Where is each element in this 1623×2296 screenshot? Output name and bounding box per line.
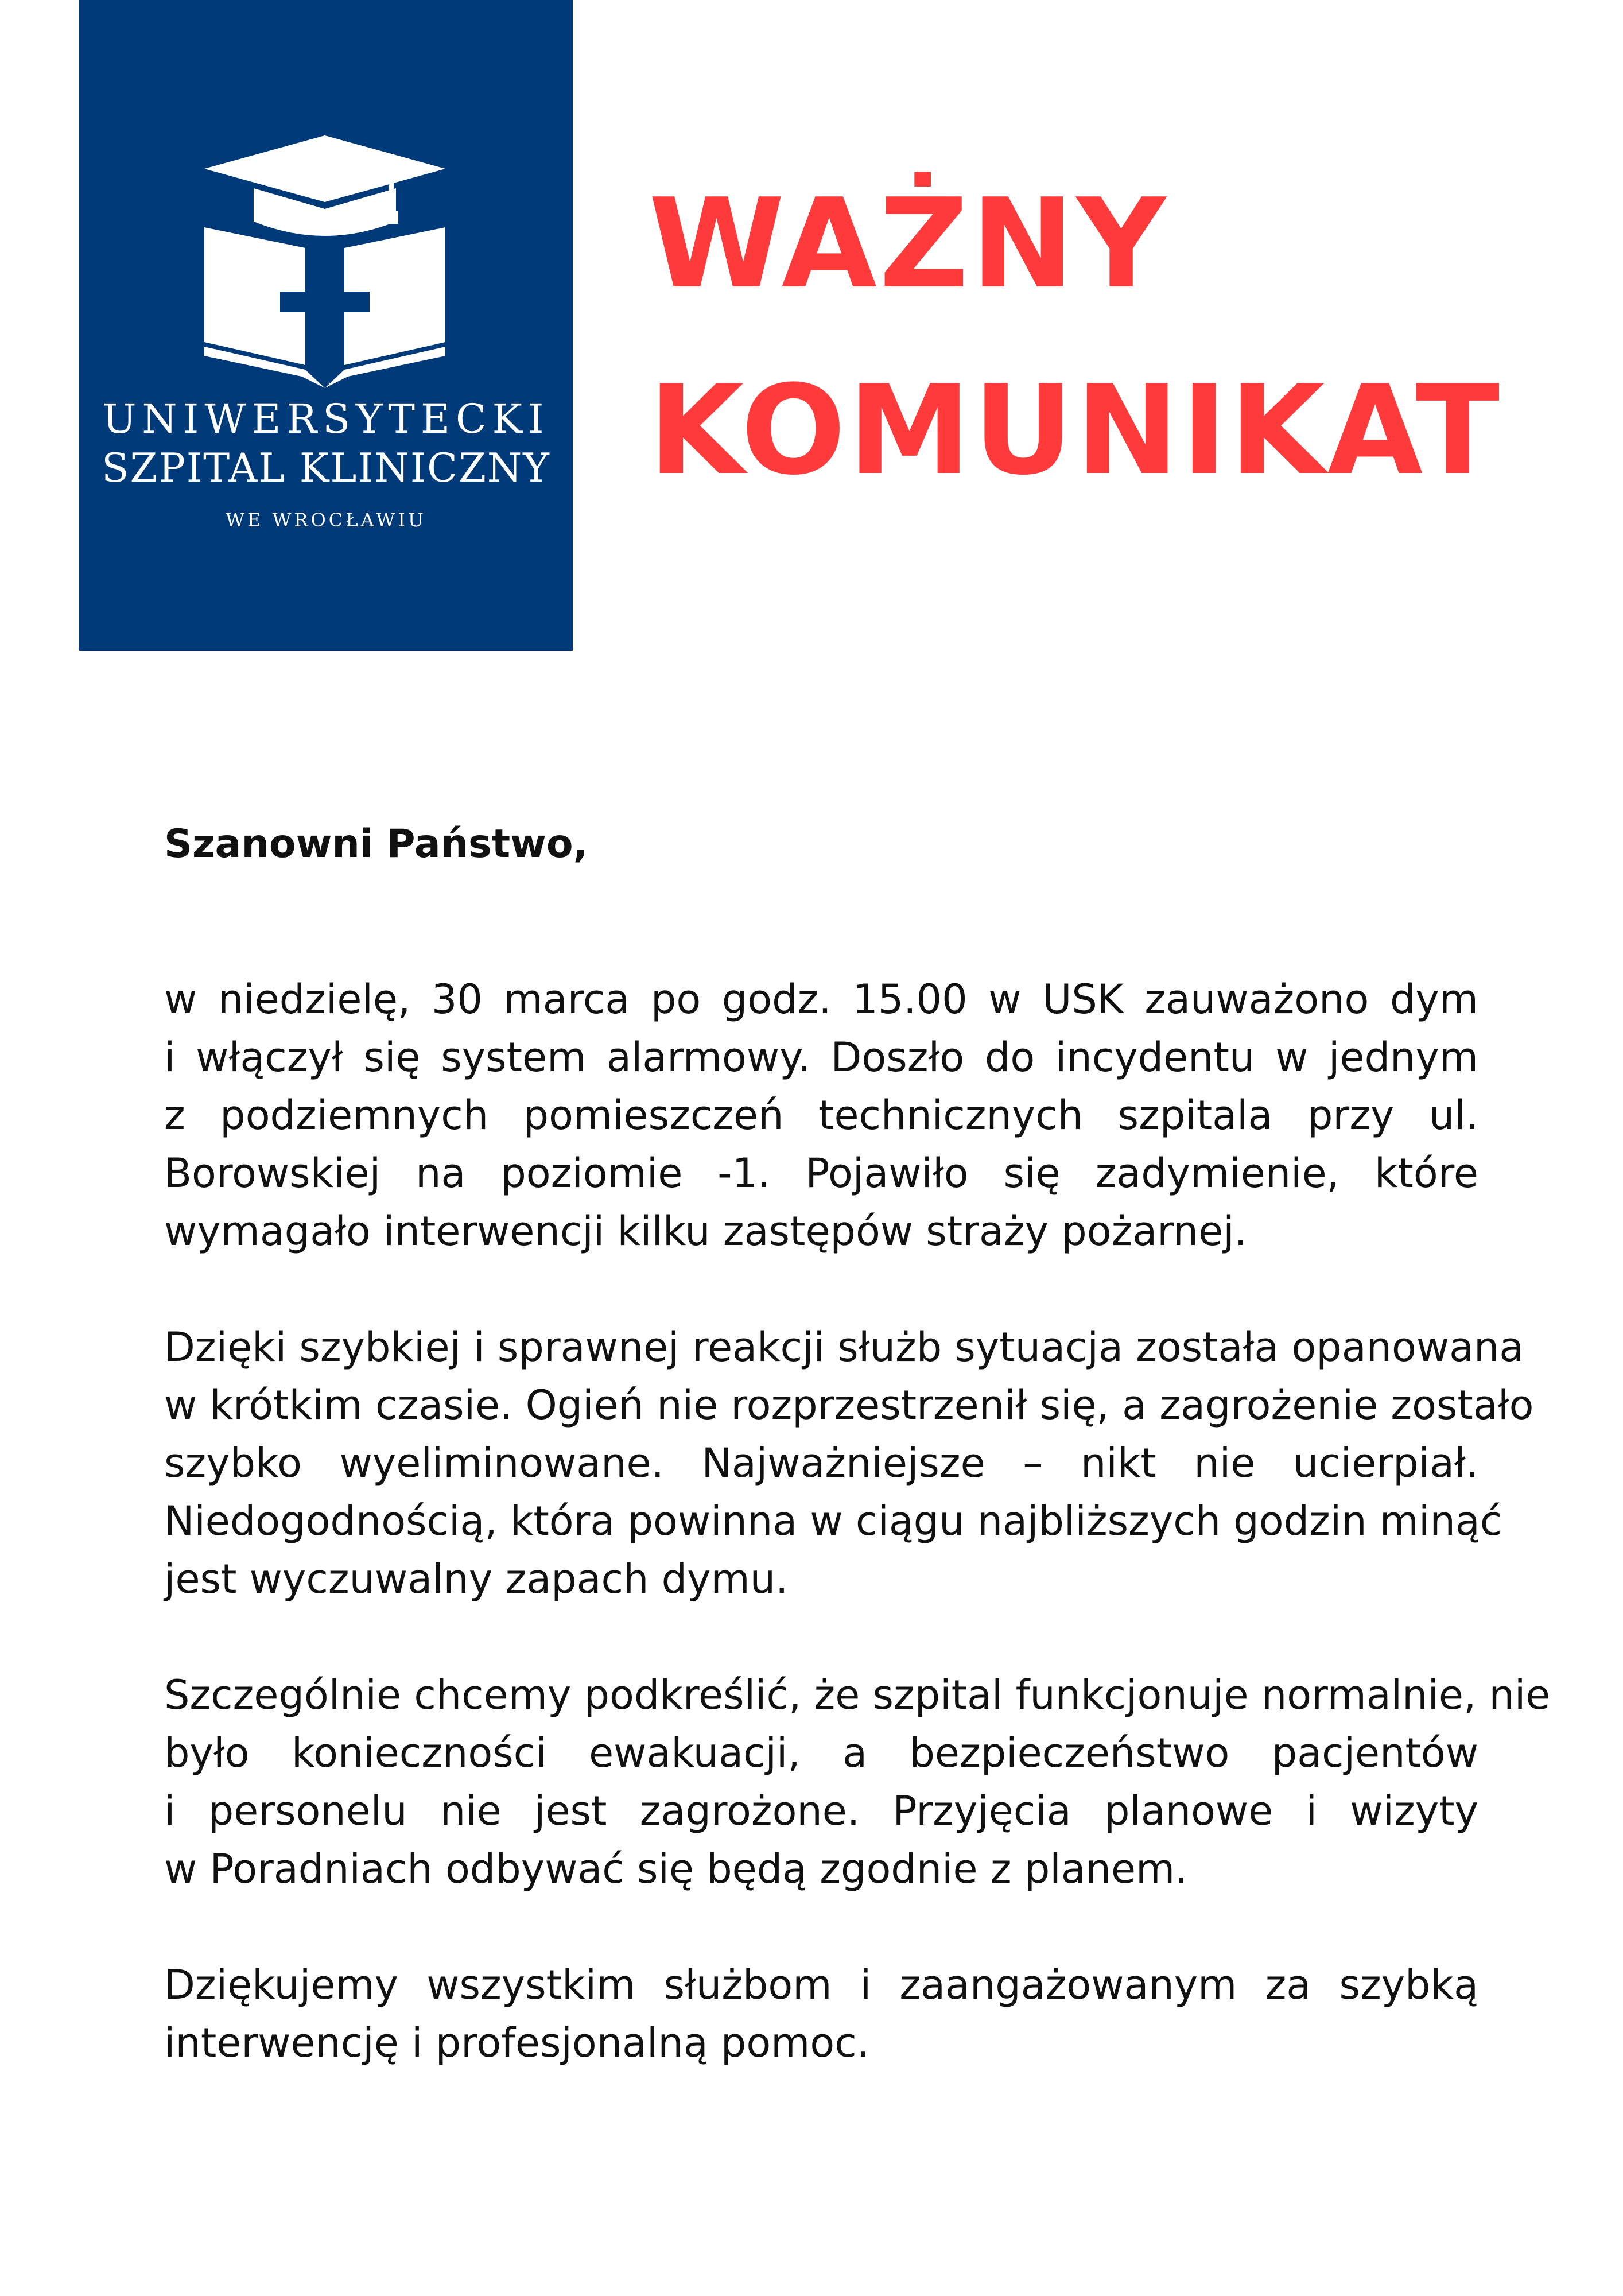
paragraph-line: interwencję i profesjonalną pomoc. [164,2019,869,2066]
paragraph-line: w krótkim czasie. Ogień nie rozprzestrzenił się, a zagrożenie zostało [164,1382,1534,1429]
paragraph-line: Dziękujemy wszystkim służbom i zaangażowanym za szybką [164,1961,1478,2008]
logo-text-line-1: UNIWERSYTECKI [102,395,550,443]
paragraph-line: Borowskiej na poziomie -1. Pojawiło się zadymienie, które [164,1150,1478,1197]
headline-line-2: KOMUNIKAT [649,358,1502,502]
paragraph-line: szybko wyeliminowane. Najważniejsze – nikt nie ucierpiał. [164,1440,1478,1487]
paragraph-incident [164,971,1478,1261]
graduation-cap-book-cross-icon [204,135,445,388]
notice-body [164,815,1551,2130]
logo-text-line-3: WE WROCŁAWIU [226,509,426,531]
paragraph-line: Szczególnie chcemy podkreślić, że szpital funkcjonuje normalnie, nie [164,1671,1551,1719]
paragraph-line: w niedzielę, 30 marca po godz. 15.00 w USK zauważono dym [164,976,1478,1023]
paragraph-response [164,1318,1534,1608]
paragraph-line: i personelu nie jest zagrożone. Przyjęcia planowe i wizyty [164,1787,1478,1835]
headline-line-1: WAŻNY [649,172,1168,316]
paragraph-line: było konieczności ewakuacji, a bezpieczeństwo pacjentów [164,1729,1478,1777]
paragraph-line: z podziemnych pomieszczeń technicznych szpitala przy ul. [164,1092,1478,1139]
paragraph-line: w Poradniach odbywać się będą zgodnie z planem. [164,1845,1188,1892]
hospital-logo [79,0,573,651]
paragraph-line: i włączył się system alarmowy. Doszło do incydentu w jednym [164,1034,1478,1081]
paragraph-line: wymagało interwencji kilku zastępów straży pożarnej. [164,1208,1247,1255]
logo-text-line-2: SZPITAL KLINICZNY [102,445,550,491]
paragraph-line: Niedogodnością, która powinna w ciągu najbliższych godzin minąć [164,1498,1502,1545]
salutation: Szanowni Państwo, [164,821,588,867]
paragraph-thanks [164,1956,1478,2072]
paragraph-line: Dzięki szybkiej i sprawnej reakcji służb sytuacja została opanowana [164,1324,1524,1371]
paragraph-line: jest wyczuwalny zapach dymu. [164,1556,789,1603]
paragraph-operations [164,1666,1551,1898]
